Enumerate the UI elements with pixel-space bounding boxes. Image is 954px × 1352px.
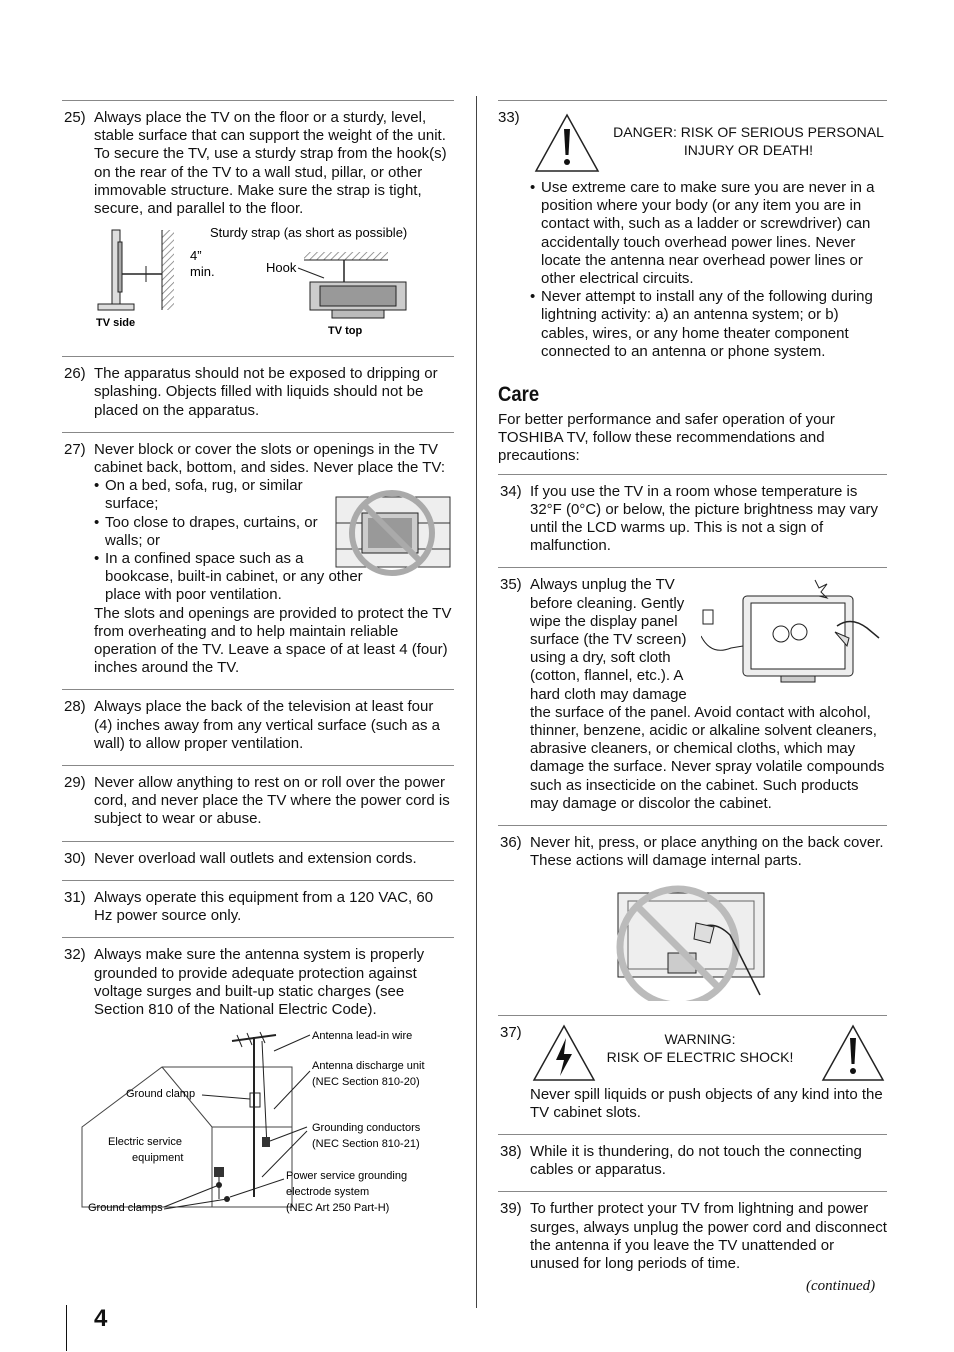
bullet-item: • On a bed, sofa, rug, or similar surface; bbox=[94, 477, 326, 513]
page-number-bar bbox=[66, 1305, 67, 1351]
tv-strap-figure bbox=[62, 224, 454, 344]
item-text: Always place the TV on the floor or a sturdy, level, stable surface that can support the weight of the unit. To secure the TV, use a sturdy strap from the hook(s) on the rear of the TV to a wall stud, pillar, or other immovable structure. Make sure the strap is tight, secure, and parallel to the floor. bbox=[94, 109, 447, 218]
discharge-section-label: (NEC Section 810-20) bbox=[312, 1076, 420, 1089]
electric-service-label: Electric service bbox=[108, 1136, 182, 1149]
item-32 bbox=[62, 937, 454, 1229]
exclamation-triangle-icon bbox=[821, 1024, 885, 1082]
nec-art-label: (NEC Art 250 Part-H) bbox=[286, 1202, 390, 1215]
danger-subheading: INJURY OR DEATH! bbox=[683, 142, 814, 159]
bullet-item: • In a confined space such as a bookcase, built-in cabinet, or any other place with poor ventilation. bbox=[94, 550, 365, 605]
left-column bbox=[62, 100, 454, 1229]
item-29 bbox=[62, 765, 454, 841]
item-number: 37) bbox=[500, 1023, 522, 1041]
warning-heading: WARNING: bbox=[664, 1030, 736, 1047]
item-text-rest: the surface of the panel. Avoid contact with alcohol, thinner, benzene, acidic or alkaline solvent cleaners, abrasive cleaners, or chemical cloths, which may damage the surface. Never spray volatile compounds such as insecticide on the cabinet. Such products may damage or discolor the cabinet. bbox=[530, 703, 885, 812]
item-25 bbox=[62, 100, 454, 356]
item-27 bbox=[62, 432, 454, 690]
item-text: Never block or cover the slots or openings in the TV cabinet back, bottom, and sides. Never place the TV: bbox=[94, 440, 446, 477]
item-number: 29) bbox=[64, 774, 86, 792]
hook-label: Hook bbox=[266, 260, 297, 276]
item-text: Always operate this equipment from a 120 VAC, 60 Hz power source only. bbox=[94, 888, 434, 925]
item-text: The apparatus should not be exposed to dripping or splashing. Objects filled with liquids should not be placed on the apparatus. bbox=[94, 365, 438, 419]
item-number: 30) bbox=[64, 849, 86, 867]
antenna-grounding-figure bbox=[62, 1027, 454, 1217]
page-number: 4 bbox=[94, 1305, 108, 1332]
ground-clamps-label: Ground clamps bbox=[88, 1202, 163, 1215]
danger-heading: DANGER: RISK OF SERIOUS PERSONAL bbox=[613, 124, 884, 140]
right-column bbox=[498, 100, 887, 1285]
strap-label: Sturdy strap (as short as possible) bbox=[210, 225, 408, 241]
electrode-label: electrode system bbox=[286, 1186, 370, 1199]
item-text: Never spill liquids or push objects of any kind into the TV cabinet slots. bbox=[530, 1085, 883, 1121]
care-heading: Care bbox=[498, 383, 540, 407]
bullet-item: • Never attempt to install any of the following during lightning activity: a) an antenna system; or b) cables, wires, or any home theater component connected to an antenna or phone system. bbox=[530, 288, 887, 361]
item-number: 31) bbox=[64, 888, 86, 906]
electric-equipment-label: equipment bbox=[132, 1152, 184, 1165]
item-number: 26) bbox=[64, 365, 86, 383]
item-31 bbox=[62, 880, 454, 937]
care-section bbox=[498, 383, 887, 466]
tv-cleaning-figure bbox=[701, 576, 887, 688]
item-26 bbox=[62, 356, 454, 432]
item-36 bbox=[498, 825, 887, 1014]
discharge-label: Antenna discharge unit bbox=[312, 1060, 425, 1073]
item-number: 38) bbox=[500, 1142, 522, 1160]
item-number: 28) bbox=[64, 698, 86, 716]
exclamation-triangle-icon bbox=[534, 113, 600, 173]
item-number: 25) bbox=[64, 109, 86, 126]
item-number: 27) bbox=[64, 440, 86, 458]
bullet-item: • Too close to drapes, curtains, or walls; or bbox=[94, 514, 326, 550]
power-grounding-label: Power service grounding bbox=[286, 1170, 408, 1183]
ground-clamp-label: Ground clamp bbox=[126, 1088, 196, 1101]
item-text: If you use the TV in a room whose temperature is 32°F (0°C) or below, the picture brightness may vary until the LCD warms up. This is not a sign of malfunction. bbox=[530, 482, 878, 555]
warning-subheading: RISK OF ELECTRIC SHOCK! bbox=[606, 1048, 794, 1065]
item-extra-text: The slots and openings are provided to protect the TV from overheating and to help maintain reliable operation of the TV. Leave a space of at least 4 (four) inches around the TV. bbox=[94, 604, 452, 677]
item-text: Never overload wall outlets and extension cords. bbox=[94, 849, 417, 867]
care-intro: For better performance and safer operation of your TOSHIBA TV, follow these recommendations and precautions: bbox=[498, 411, 835, 465]
column-divider bbox=[476, 96, 477, 1308]
item-30 bbox=[62, 841, 454, 880]
item-37 bbox=[498, 1015, 887, 1134]
item-text: Always make sure the antenna system is properly grounded to provide adequate protection against voltage surges and built-up static charges (see Section 810 of the National Electric Code). bbox=[94, 946, 425, 1018]
item-34 bbox=[498, 474, 887, 568]
item-number: 32) bbox=[64, 946, 86, 964]
item-number: 36) bbox=[500, 834, 522, 852]
grounding-label: Grounding conductors bbox=[312, 1122, 421, 1135]
item-text: Never allow anything to rest on or roll over the power cord, and never place the TV where the power cord is subject to wear or abuse. bbox=[94, 774, 450, 828]
lightning-triangle-icon bbox=[532, 1024, 596, 1082]
item-28 bbox=[62, 689, 454, 765]
item-number: 35) bbox=[500, 576, 522, 594]
tv-top-caption: TV top bbox=[328, 325, 363, 338]
grounding-section-label: (NEC Section 810-21) bbox=[312, 1138, 420, 1151]
item-38 bbox=[498, 1134, 887, 1191]
gap-label: 4” bbox=[190, 248, 202, 264]
item-number: 34) bbox=[500, 482, 522, 500]
item-number: 39) bbox=[500, 1200, 522, 1218]
gap-label-min: min. bbox=[190, 264, 215, 280]
item-text: Never hit, press, or place anything on the back cover. These actions will damage internal parts. bbox=[530, 834, 884, 870]
item-number: 33) bbox=[498, 109, 520, 126]
tv-side-caption: TV side bbox=[96, 317, 136, 330]
item-text: Always place the back of the television at least four (4) inches away from any vertical surface (such as a wall) to allow proper ventilation. bbox=[94, 698, 440, 752]
antenna-lead-label: Antenna lead-in wire bbox=[312, 1030, 413, 1043]
continued-note: (continued) bbox=[806, 1278, 876, 1294]
item-text: While it is thundering, do not touch the connecting cables or apparatus. bbox=[530, 1142, 862, 1179]
bullet-item: • Use extreme care to make sure you are never in a position where your body (or any item you are in contact with, such as a ladder or screwdriver) can accidentally touch overhead power lines. Never locate the antenna near overhead power lines or other electrical circuits. bbox=[530, 179, 887, 288]
no-hit-back-cover-figure bbox=[498, 883, 887, 1001]
item-39 bbox=[498, 1191, 887, 1285]
item-35 bbox=[498, 567, 887, 825]
item-33 bbox=[498, 100, 887, 373]
item-text: To further protect your TV from lightning and power surges, always unplug the power cord and disconnect the antenna if you leave the TV unattended or unused for long periods of time. bbox=[530, 1200, 887, 1272]
item-text-wrapped: Always unplug the TV before cleaning. Gently wipe the display panel surface (the TV screen) using a dry, soft cloth (cotton, flannel, etc.). A hard cloth may damage bbox=[530, 576, 687, 703]
